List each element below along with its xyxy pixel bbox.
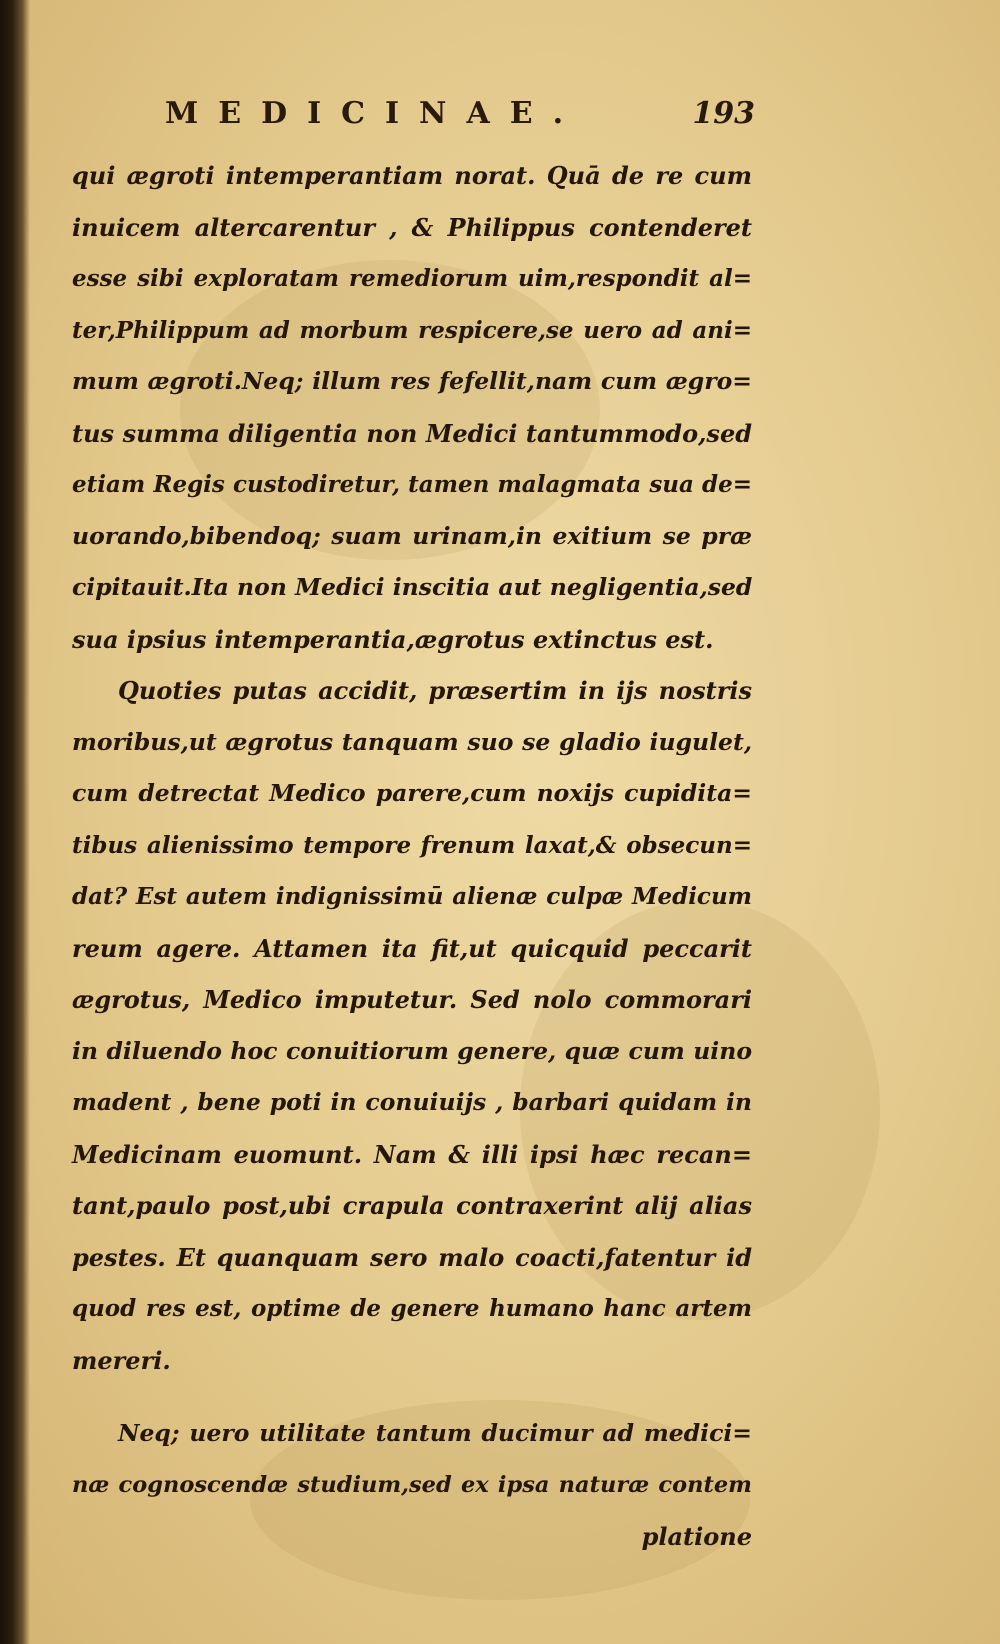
text-line: cipitauit.Ita non Medici inscitia aut negligentia,sed xyxy=(72,573,753,601)
text-line: Medicinam euomunt. Nam & illi ipsi hæc recan= xyxy=(72,1139,752,1169)
text-line: pestes. Et quanquam sero malo coacti,fatentur id xyxy=(72,1242,752,1272)
text-line: madent , bene poti in conuiuijs , barbari quidam in xyxy=(72,1088,752,1116)
text-line: inuicem altercarentur , & Philippus contenderet xyxy=(72,212,752,242)
text-line: mereri. xyxy=(72,1345,171,1375)
text-line: tant,paulo post,ubi crapula contraxerint alij alias xyxy=(72,1191,752,1220)
text-line: tibus alienissimo tempore frenum laxat,& obsecun= xyxy=(72,831,752,859)
text-line: mum ægroti.Neq; illum res fefellit,nam cum ægro= xyxy=(72,367,752,395)
text-line: etiam Regis custodiretur, tamen malagmata sua de= xyxy=(72,471,752,498)
page-header xyxy=(165,96,755,142)
running-head: MEDICINAE. xyxy=(165,96,584,131)
text-line: uorando,bibendoq; suam urinam,in exitium se præ xyxy=(72,521,752,550)
catchword: platione xyxy=(641,1522,752,1551)
text-line: reum agere. Attamen ita fit,ut quicquid peccarit xyxy=(72,933,752,963)
text-line: ægrotus, Medico imputetur. Sed nolo commorari xyxy=(72,985,752,1014)
text-line: Neq; uero utilitate tantum ducimur ad medici= xyxy=(118,1419,752,1447)
text-line: quod res est, optime de genere humano hanc artem xyxy=(72,1295,752,1322)
body-text xyxy=(72,150,752,1563)
text-line: tus summa diligentia non Medici tantummodo,sed xyxy=(72,418,752,448)
text-line: næ cognoscendæ studium,sed ex ipsa naturæ contem xyxy=(72,1471,752,1498)
text-line: in diluendo hoc conuitiorum genere, quæ cum uino xyxy=(72,1036,752,1065)
text-line: dat? Est autem indignissimū alienæ culpæ Medicum xyxy=(72,883,752,910)
text-line: moribus,ut ægrotus tanquam suo se gladio iugulet, xyxy=(72,727,752,756)
text-line: esse sibi exploratam remediorum uim,respondit al= xyxy=(72,265,752,292)
text-line: qui ægroti intemperantiam norat. Quā de re cum xyxy=(72,161,752,190)
text-line: cum detrectat Medico parere,cum noxijs cupidita= xyxy=(72,779,752,807)
text-line: sua ipsius intemperantia,ægrotus extinctus est. xyxy=(72,624,714,654)
text-line: ter,Philippum ad morbum respicere,se uero ad ani= xyxy=(72,316,752,344)
page-number: 193 xyxy=(692,96,755,131)
text-line: Quoties putas accidit, præsertim in ijs nostris xyxy=(118,676,752,705)
paragraph-gap xyxy=(72,1386,752,1408)
book-spine-shadow xyxy=(0,0,30,1644)
